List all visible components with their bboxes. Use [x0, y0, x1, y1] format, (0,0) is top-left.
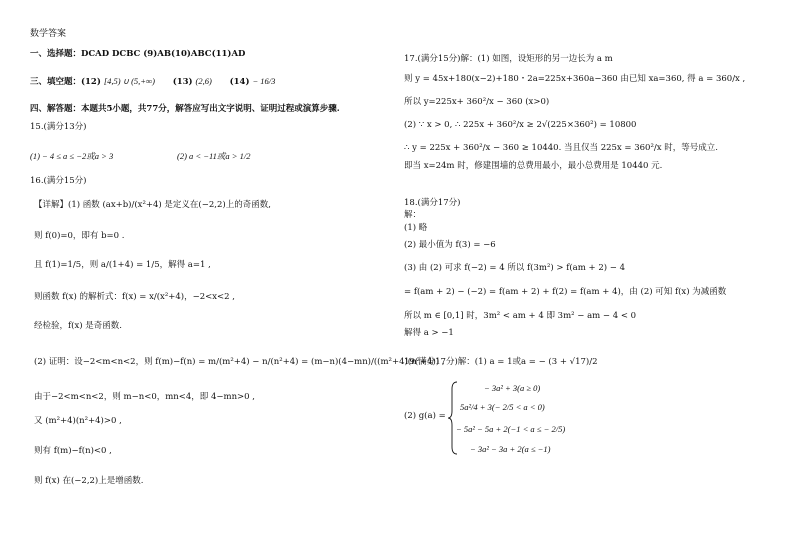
answer-12: [4,5) ∪ (5,+∞): [103, 76, 155, 86]
q16-line-8: 又 (m²+4)(n²+4)>0 ,: [34, 416, 122, 426]
answer-13: (2,6): [195, 76, 212, 86]
q16-line-3: 且 f(1)=1/5，则 a/(1+4) = 1/5，解得 a=1 ,: [34, 260, 211, 270]
q15-part1: (1) − 4 ≤ a ≤ −2或a > 3: [30, 151, 114, 161]
q18-heading: 18.(满分17分): [404, 198, 461, 208]
q17-line-4: (2) ∵ x > 0, ∴ 225x + 360²/x ≥ 2√(225×360²) = 10800: [404, 120, 637, 130]
q18-line-5: 所以 m ∈ [0,1] 时，3m² < am + 4 即 3m² − am − 4 < 0: [404, 311, 637, 321]
section-1-choice-answers: 一、选择题：DCAD DCBC (9)AB(10)ABC(11)AD: [30, 49, 246, 59]
section-3-fill-answers: [30, 76, 275, 87]
q18-line-0: 解：: [404, 210, 422, 220]
q17-line-2: 则 y = 45x+180(x−2)+180・2a=225x+360a−360 由已知 xa=360, 得 a = 360/x ,: [404, 74, 746, 84]
q19-line-1: 19(满分17分)解：(1) a = 1或a = − (3 + √17)/2: [404, 357, 598, 367]
q18-line-1: (1) 略: [404, 223, 428, 233]
q16-line-7: 由于−2<m<n<2，则 m−n<0，mn<4，即 4−mn>0 ,: [34, 392, 255, 402]
q19-part2-lead: (2) g(a) =: [404, 411, 446, 421]
piecewise-brace: [448, 381, 458, 455]
g-case-2: 5a²/4 + 3(− 2/5 < a < 0): [460, 402, 545, 412]
q16-line-10: 则 f(x) 在(−2,2)上是增函数.: [34, 476, 144, 486]
answer-14: − 16/3: [252, 76, 276, 86]
q15-part2: (2) a < −11或a > 1/2: [177, 151, 251, 161]
g-case-4: − 3a² − 3a + 2(a ≤ −1): [470, 444, 551, 454]
g-case-1: − 3a² + 3(a ≥ 0): [484, 383, 541, 393]
q16-line-4: 则函数 f(x) 的解析式：f(x) = x/(x²+4)，−2<x<2 ,: [34, 292, 235, 302]
q17-line-1: 17.(满分15分)解：(1) 如图，设矩形的另一边长为 a m: [404, 54, 613, 64]
label-14: (14): [229, 77, 250, 87]
q18-line-6: 解得 a > −1: [404, 328, 454, 338]
label-13: (13): [172, 77, 193, 87]
q17-line-5: ∴ y = 225x + 360²/x − 360 ≥ 10440. 当且仅当 225x = 360²/x 时，等号成立.: [404, 143, 718, 153]
page-title: 数学答案: [30, 29, 67, 39]
q17-line-3: 所以 y=225x+ 360²/x − 360 (x>0): [404, 97, 550, 107]
q16-line-6: (2) 证明：设−2<m<n<2，则 f(m)−f(n) = m/(m²+4) − n/(n²+4) = (m−n)(4−mn)/((m²+4)(n²+4)) ,: [34, 357, 445, 367]
q17-line-6: 即当 x=24m 时，修建围墙的总费用最小，最小总费用是 10440 元.: [404, 161, 663, 171]
q18-line-2: (2) 最小值为 f(3) = −6: [404, 240, 496, 250]
fill-lead: 三、填空题：(12): [30, 77, 101, 87]
q15-heading: 15.(满分13分): [30, 122, 87, 132]
q16-line-9: 则有 f(m)−f(n)<0 ,: [34, 446, 112, 456]
q16-heading: 16.(满分15分): [30, 176, 87, 186]
g-case-3: − 5a² − 5a + 2(−1 < a ≤ − 2/5): [456, 424, 566, 434]
q16-line-2: 则 f(0)=0，即有 b=0 .: [34, 231, 125, 241]
q18-line-3: (3) 由 (2) 可求 f(−2) = 4 所以 f(3m²) > f(am + 2) − 4: [404, 263, 625, 273]
q16-line-5: 经检验，f(x) 是奇函数.: [34, 321, 122, 331]
q16-line-1: 【详解】(1) 函数 (ax+b)/(x²+4) 是定义在(−2,2)上的奇函数,: [34, 200, 271, 210]
section-4-heading: 四、解答题：本题共5小题，共77分，解答应写出文字说明、证明过程或演算步骤.: [30, 104, 340, 114]
q18-line-4: = f(am + 2) − (−2) = f(am + 2) + f(2) = f(am + 4)，由 (2) 可知 f(x) 为减函数: [404, 287, 727, 297]
